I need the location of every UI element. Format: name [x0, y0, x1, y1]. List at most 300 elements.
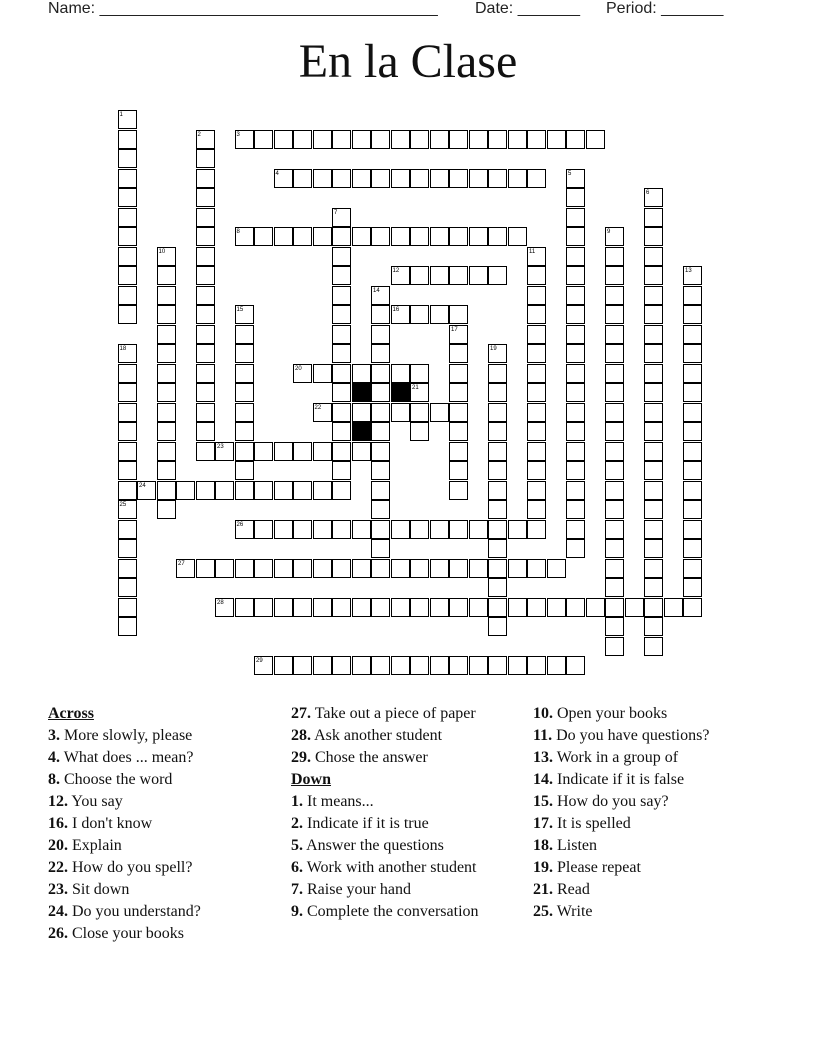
crossword-cell[interactable] — [605, 617, 624, 636]
crossword-cell[interactable] — [235, 442, 254, 461]
crossword-cell[interactable] — [313, 656, 332, 675]
crossword-cell[interactable] — [196, 325, 215, 344]
crossword-cell[interactable] — [371, 383, 390, 402]
crossword-cell[interactable] — [527, 559, 546, 578]
crossword-cell[interactable] — [118, 149, 137, 168]
crossword-cell[interactable] — [508, 598, 527, 617]
crossword-cell[interactable] — [683, 422, 702, 441]
crossword-cell[interactable] — [332, 344, 351, 363]
crossword-cell[interactable] — [644, 481, 663, 500]
crossword-cell[interactable] — [352, 403, 371, 422]
crossword-cell[interactable] — [332, 286, 351, 305]
crossword-cell[interactable] — [235, 422, 254, 441]
crossword-cell[interactable] — [488, 461, 507, 480]
crossword-cell[interactable] — [371, 325, 390, 344]
crossword-cell[interactable] — [235, 461, 254, 480]
crossword-cell[interactable] — [683, 325, 702, 344]
crossword-cell[interactable] — [430, 169, 449, 188]
crossword-cell[interactable] — [566, 130, 585, 149]
crossword-cell[interactable] — [410, 403, 429, 422]
crossword-cell[interactable] — [469, 656, 488, 675]
crossword-cell[interactable] — [118, 208, 137, 227]
crossword-cell[interactable] — [605, 578, 624, 597]
crossword-cell[interactable] — [313, 227, 332, 246]
crossword-cell[interactable] — [605, 325, 624, 344]
crossword-cell[interactable] — [332, 247, 351, 266]
crossword-cell[interactable] — [391, 403, 410, 422]
crossword-cell[interactable] — [449, 266, 468, 285]
crossword-cell[interactable] — [371, 539, 390, 558]
crossword-cell[interactable] — [274, 227, 293, 246]
crossword-cell[interactable] — [332, 598, 351, 617]
crossword-cell[interactable] — [235, 598, 254, 617]
crossword-cell[interactable] — [430, 559, 449, 578]
crossword-cell[interactable] — [605, 637, 624, 656]
crossword-cell[interactable] — [449, 130, 468, 149]
crossword-cell[interactable] — [332, 305, 351, 324]
crossword-cell[interactable] — [196, 188, 215, 207]
crossword-cell[interactable] — [196, 442, 215, 461]
crossword-cell[interactable] — [118, 520, 137, 539]
crossword-cell[interactable] — [410, 130, 429, 149]
crossword-cell[interactable] — [644, 344, 663, 363]
crossword-cell[interactable] — [118, 617, 137, 636]
crossword-cell[interactable] — [449, 383, 468, 402]
crossword-cell[interactable] — [469, 559, 488, 578]
crossword-cell[interactable] — [566, 598, 585, 617]
crossword-cell[interactable] — [488, 422, 507, 441]
crossword-cell[interactable] — [527, 500, 546, 519]
crossword-cell[interactable] — [157, 442, 176, 461]
crossword-cell[interactable] — [196, 266, 215, 285]
crossword-cell[interactable] — [488, 383, 507, 402]
crossword-cell[interactable] — [430, 656, 449, 675]
crossword-cell[interactable] — [196, 383, 215, 402]
crossword-cell[interactable] — [566, 227, 585, 246]
crossword-cell[interactable] — [391, 559, 410, 578]
crossword-cell[interactable] — [449, 442, 468, 461]
crossword-cell[interactable] — [391, 364, 410, 383]
crossword-cell[interactable] — [118, 559, 137, 578]
crossword-cell[interactable] — [118, 247, 137, 266]
crossword-cell[interactable] — [488, 227, 507, 246]
crossword-cell[interactable] — [157, 461, 176, 480]
crossword-cell[interactable] — [235, 481, 254, 500]
crossword-cell[interactable] — [118, 188, 137, 207]
crossword-cell[interactable] — [430, 598, 449, 617]
crossword-cell[interactable] — [313, 520, 332, 539]
crossword-cell[interactable] — [566, 520, 585, 539]
crossword-cell[interactable] — [196, 286, 215, 305]
crossword-cell[interactable] — [118, 598, 137, 617]
crossword-cell[interactable] — [118, 578, 137, 597]
crossword-cell[interactable] — [196, 305, 215, 324]
crossword-cell[interactable] — [683, 442, 702, 461]
crossword-cell[interactable] — [488, 130, 507, 149]
crossword-cell[interactable] — [605, 266, 624, 285]
crossword-cell[interactable] — [605, 403, 624, 422]
crossword-cell[interactable] — [157, 286, 176, 305]
crossword-cell[interactable] — [430, 266, 449, 285]
crossword-cell[interactable] — [605, 559, 624, 578]
crossword-cell[interactable] — [566, 344, 585, 363]
crossword-cell[interactable] — [313, 559, 332, 578]
crossword-cell[interactable] — [527, 520, 546, 539]
crossword-cell[interactable] — [274, 481, 293, 500]
crossword-cell[interactable] — [254, 559, 273, 578]
crossword-cell[interactable] — [332, 266, 351, 285]
crossword-cell[interactable] — [410, 656, 429, 675]
crossword-cell[interactable] — [410, 169, 429, 188]
crossword-cell[interactable] — [332, 481, 351, 500]
crossword-cell[interactable] — [644, 403, 663, 422]
crossword-cell[interactable] — [449, 559, 468, 578]
crossword-cell[interactable] — [371, 344, 390, 363]
crossword-cell[interactable] — [644, 500, 663, 519]
crossword-cell[interactable] — [196, 481, 215, 500]
crossword-cell[interactable] — [391, 656, 410, 675]
crossword-cell[interactable] — [410, 520, 429, 539]
crossword-cell[interactable] — [313, 442, 332, 461]
crossword-cell[interactable] — [352, 598, 371, 617]
crossword-cell[interactable] — [410, 227, 429, 246]
crossword-cell[interactable] — [176, 481, 195, 500]
crossword-cell[interactable] — [527, 481, 546, 500]
crossword-cell[interactable] — [605, 481, 624, 500]
crossword-cell[interactable] — [566, 383, 585, 402]
date-field[interactable]: Date: _______ — [475, 0, 580, 17]
crossword-cell[interactable] — [410, 559, 429, 578]
crossword-cell[interactable] — [118, 286, 137, 305]
crossword-cell[interactable] — [566, 325, 585, 344]
crossword-cell[interactable] — [157, 325, 176, 344]
crossword-cell[interactable] — [508, 169, 527, 188]
crossword-cell[interactable] — [644, 559, 663, 578]
crossword-cell[interactable] — [547, 130, 566, 149]
crossword-cell[interactable] — [488, 617, 507, 636]
crossword-cell[interactable] — [118, 481, 137, 500]
crossword-cell[interactable] — [371, 520, 390, 539]
crossword-cell[interactable] — [332, 422, 351, 441]
crossword-cell[interactable] — [157, 422, 176, 441]
crossword-cell[interactable] — [371, 481, 390, 500]
crossword-cell[interactable] — [430, 520, 449, 539]
crossword-cell[interactable] — [683, 520, 702, 539]
crossword-cell[interactable] — [644, 383, 663, 402]
crossword-cell[interactable] — [566, 364, 585, 383]
crossword-cell[interactable] — [332, 403, 351, 422]
crossword-cell[interactable] — [332, 520, 351, 539]
crossword-cell[interactable] — [215, 481, 234, 500]
crossword-cell[interactable] — [508, 227, 527, 246]
crossword-cell[interactable] — [527, 305, 546, 324]
crossword-cell[interactable] — [469, 520, 488, 539]
crossword-cell[interactable] — [235, 383, 254, 402]
crossword-cell[interactable] — [566, 188, 585, 207]
crossword-cell[interactable] — [644, 208, 663, 227]
crossword-cell[interactable] — [683, 500, 702, 519]
crossword-cell[interactable] — [449, 461, 468, 480]
crossword-cell[interactable] — [605, 500, 624, 519]
crossword-cell[interactable] — [644, 247, 663, 266]
crossword-cell[interactable] — [118, 305, 137, 324]
crossword-cell[interactable] — [488, 559, 507, 578]
crossword-cell[interactable] — [391, 169, 410, 188]
crossword-cell[interactable] — [371, 169, 390, 188]
crossword-cell[interactable] — [683, 598, 702, 617]
crossword-cell[interactable] — [410, 422, 429, 441]
crossword-cell[interactable] — [605, 520, 624, 539]
crossword-cell[interactable] — [644, 286, 663, 305]
crossword-cell[interactable] — [254, 520, 273, 539]
crossword-cell[interactable] — [371, 500, 390, 519]
crossword-cell[interactable] — [254, 130, 273, 149]
crossword-cell[interactable] — [157, 481, 176, 500]
name-field[interactable]: Name: ______________________________________ — [48, 0, 438, 17]
crossword-cell[interactable] — [508, 130, 527, 149]
crossword-cell[interactable] — [371, 442, 390, 461]
crossword-cell[interactable] — [352, 656, 371, 675]
crossword-cell[interactable] — [332, 559, 351, 578]
crossword-cell[interactable] — [352, 364, 371, 383]
crossword-cell[interactable] — [118, 169, 137, 188]
crossword-cell[interactable] — [449, 481, 468, 500]
crossword-cell[interactable] — [118, 403, 137, 422]
crossword-cell[interactable] — [293, 598, 312, 617]
crossword-cell[interactable] — [683, 344, 702, 363]
crossword-cell[interactable] — [391, 598, 410, 617]
crossword-cell[interactable] — [527, 403, 546, 422]
crossword-cell[interactable] — [313, 364, 332, 383]
crossword-cell[interactable] — [410, 364, 429, 383]
crossword-cell[interactable] — [293, 481, 312, 500]
crossword-cell[interactable] — [157, 364, 176, 383]
crossword-cell[interactable] — [683, 286, 702, 305]
crossword-cell[interactable] — [683, 481, 702, 500]
crossword-cell[interactable] — [605, 422, 624, 441]
crossword-cell[interactable] — [547, 559, 566, 578]
crossword-cell[interactable] — [430, 305, 449, 324]
crossword-cell[interactable] — [449, 344, 468, 363]
crossword-cell[interactable] — [391, 227, 410, 246]
crossword-cell[interactable] — [644, 598, 663, 617]
crossword-cell[interactable] — [118, 422, 137, 441]
crossword-cell[interactable] — [430, 403, 449, 422]
crossword-cell[interactable] — [293, 656, 312, 675]
crossword-cell[interactable] — [332, 656, 351, 675]
crossword-cell[interactable] — [605, 442, 624, 461]
crossword-cell[interactable] — [566, 539, 585, 558]
crossword-cell[interactable] — [196, 364, 215, 383]
crossword-cell[interactable] — [469, 266, 488, 285]
crossword-cell[interactable] — [508, 656, 527, 675]
crossword-cell[interactable] — [566, 481, 585, 500]
crossword-cell[interactable] — [254, 442, 273, 461]
crossword-cell[interactable] — [313, 481, 332, 500]
crossword-cell[interactable] — [274, 559, 293, 578]
crossword-cell[interactable] — [566, 305, 585, 324]
crossword-cell[interactable] — [215, 559, 234, 578]
crossword-cell[interactable] — [488, 500, 507, 519]
crossword-cell[interactable] — [527, 461, 546, 480]
crossword-cell[interactable] — [566, 442, 585, 461]
crossword-cell[interactable] — [644, 520, 663, 539]
crossword-cell[interactable] — [527, 344, 546, 363]
crossword-cell[interactable] — [196, 422, 215, 441]
crossword-cell[interactable] — [566, 500, 585, 519]
crossword-cell[interactable] — [118, 266, 137, 285]
crossword-cell[interactable] — [274, 520, 293, 539]
crossword-cell[interactable] — [644, 539, 663, 558]
crossword-cell[interactable] — [683, 559, 702, 578]
crossword-cell[interactable] — [332, 364, 351, 383]
crossword-cell[interactable] — [313, 130, 332, 149]
crossword-cell[interactable] — [449, 656, 468, 675]
crossword-cell[interactable] — [157, 266, 176, 285]
crossword-cell[interactable] — [469, 227, 488, 246]
crossword-cell[interactable] — [527, 422, 546, 441]
crossword-cell[interactable] — [527, 656, 546, 675]
crossword-cell[interactable] — [118, 364, 137, 383]
crossword-cell[interactable] — [157, 305, 176, 324]
crossword-cell[interactable] — [430, 227, 449, 246]
crossword-cell[interactable] — [469, 598, 488, 617]
crossword-cell[interactable] — [586, 598, 605, 617]
crossword-cell[interactable] — [605, 344, 624, 363]
crossword-cell[interactable] — [605, 286, 624, 305]
crossword-cell[interactable] — [430, 130, 449, 149]
crossword-cell[interactable] — [196, 247, 215, 266]
crossword-cell[interactable] — [118, 539, 137, 558]
crossword-cell[interactable] — [352, 442, 371, 461]
crossword-cell[interactable] — [527, 383, 546, 402]
crossword-cell[interactable] — [254, 227, 273, 246]
crossword-cell[interactable] — [488, 403, 507, 422]
crossword-cell[interactable] — [196, 403, 215, 422]
crossword-cell[interactable] — [371, 559, 390, 578]
crossword-cell[interactable] — [449, 305, 468, 324]
crossword-cell[interactable] — [527, 364, 546, 383]
crossword-cell[interactable] — [644, 266, 663, 285]
crossword-cell[interactable] — [352, 559, 371, 578]
crossword-cell[interactable] — [488, 481, 507, 500]
crossword-cell[interactable] — [644, 578, 663, 597]
crossword-cell[interactable] — [644, 325, 663, 344]
crossword-cell[interactable] — [488, 539, 507, 558]
crossword-cell[interactable] — [371, 305, 390, 324]
crossword-cell[interactable] — [527, 598, 546, 617]
crossword-cell[interactable] — [683, 403, 702, 422]
crossword-cell[interactable] — [605, 305, 624, 324]
crossword-cell[interactable] — [488, 169, 507, 188]
crossword-cell[interactable] — [527, 169, 546, 188]
crossword-cell[interactable] — [332, 325, 351, 344]
crossword-cell[interactable] — [527, 130, 546, 149]
crossword-cell[interactable] — [449, 227, 468, 246]
crossword-cell[interactable] — [371, 130, 390, 149]
crossword-cell[interactable] — [391, 520, 410, 539]
crossword-cell[interactable] — [274, 130, 293, 149]
crossword-cell[interactable] — [157, 344, 176, 363]
crossword-cell[interactable] — [410, 598, 429, 617]
crossword-cell[interactable] — [410, 266, 429, 285]
crossword-cell[interactable] — [313, 598, 332, 617]
crossword-cell[interactable] — [508, 559, 527, 578]
crossword-cell[interactable] — [293, 227, 312, 246]
crossword-cell[interactable] — [449, 403, 468, 422]
crossword-cell[interactable] — [371, 656, 390, 675]
crossword-cell[interactable] — [625, 598, 644, 617]
crossword-cell[interactable] — [293, 559, 312, 578]
crossword-cell[interactable] — [527, 442, 546, 461]
crossword-cell[interactable] — [235, 325, 254, 344]
crossword-cell[interactable] — [488, 364, 507, 383]
crossword-cell[interactable] — [449, 422, 468, 441]
crossword-cell[interactable] — [527, 325, 546, 344]
crossword-cell[interactable] — [332, 442, 351, 461]
crossword-cell[interactable] — [488, 656, 507, 675]
crossword-cell[interactable] — [488, 578, 507, 597]
crossword-cell[interactable] — [449, 169, 468, 188]
crossword-cell[interactable] — [313, 169, 332, 188]
crossword-cell[interactable] — [469, 130, 488, 149]
crossword-cell[interactable] — [547, 598, 566, 617]
crossword-cell[interactable] — [371, 364, 390, 383]
crossword-cell[interactable] — [605, 247, 624, 266]
crossword-cell[interactable] — [371, 403, 390, 422]
crossword-cell[interactable] — [293, 520, 312, 539]
crossword-cell[interactable] — [683, 461, 702, 480]
crossword-cell[interactable] — [644, 637, 663, 656]
crossword-cell[interactable] — [527, 266, 546, 285]
crossword-cell[interactable] — [293, 442, 312, 461]
crossword-cell[interactable] — [683, 383, 702, 402]
crossword-cell[interactable] — [332, 169, 351, 188]
crossword-cell[interactable] — [683, 539, 702, 558]
crossword-cell[interactable] — [118, 130, 137, 149]
crossword-cell[interactable] — [254, 481, 273, 500]
crossword-cell[interactable] — [196, 344, 215, 363]
crossword-cell[interactable] — [118, 227, 137, 246]
crossword-cell[interactable] — [293, 130, 312, 149]
crossword-cell[interactable] — [644, 364, 663, 383]
crossword-cell[interactable] — [566, 266, 585, 285]
crossword-cell[interactable] — [196, 208, 215, 227]
crossword-cell[interactable] — [644, 305, 663, 324]
crossword-cell[interactable] — [605, 598, 624, 617]
crossword-cell[interactable] — [196, 169, 215, 188]
crossword-cell[interactable] — [644, 617, 663, 636]
crossword-cell[interactable] — [644, 227, 663, 246]
crossword-cell[interactable] — [352, 169, 371, 188]
crossword-cell[interactable] — [644, 461, 663, 480]
crossword-cell[interactable] — [352, 520, 371, 539]
crossword-cell[interactable] — [527, 286, 546, 305]
crossword-cell[interactable] — [605, 383, 624, 402]
crossword-cell[interactable] — [566, 403, 585, 422]
crossword-cell[interactable] — [683, 364, 702, 383]
crossword-cell[interactable] — [371, 422, 390, 441]
crossword-cell[interactable] — [352, 130, 371, 149]
crossword-cell[interactable] — [371, 227, 390, 246]
crossword-cell[interactable] — [547, 656, 566, 675]
crossword-cell[interactable] — [157, 500, 176, 519]
crossword-cell[interactable] — [196, 149, 215, 168]
crossword-cell[interactable] — [332, 227, 351, 246]
crossword-cell[interactable] — [488, 598, 507, 617]
crossword-cell[interactable] — [118, 442, 137, 461]
crossword-cell[interactable] — [352, 227, 371, 246]
